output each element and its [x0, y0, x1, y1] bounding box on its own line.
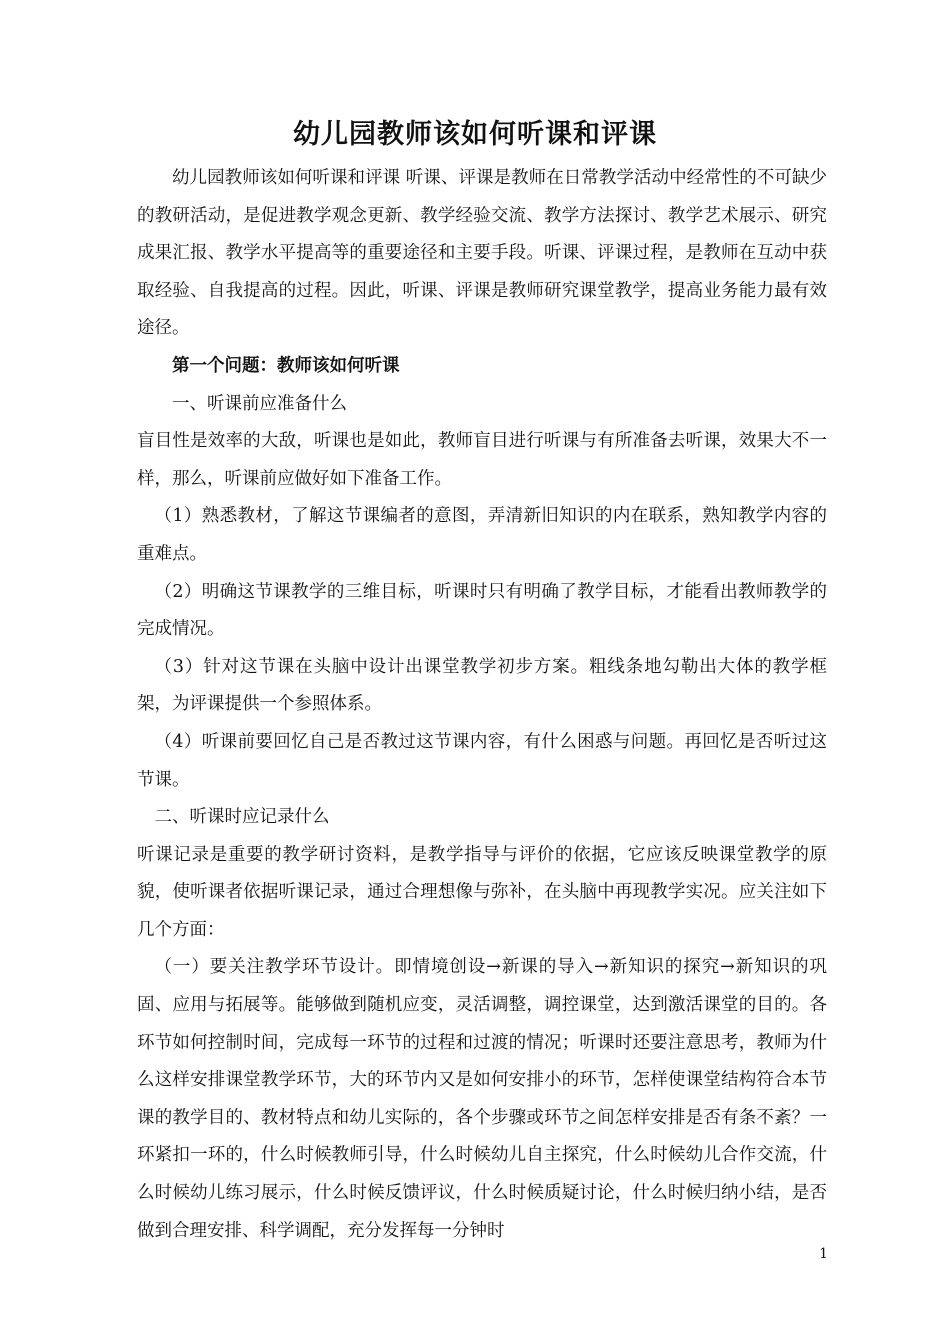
paragraph: （4）听课前要回忆自己是否教过这节课内容，有什么困惑与问题。再回忆是否听过这节课。 — [137, 731, 827, 790]
paragraph: 一、听课前应准备什么 — [172, 393, 347, 414]
paragraph: （一）要关注教学环节设计。即情境创设→新课的导入→新知识的探究→新知识的巩固、应用与拓展等。能够做到随机应变，灵活调整，调控课堂，达到激活课堂的目的。各环节如何控制时间，完成每一环节的过程和过渡的情况；听课时还要注意思考，教师为什么这样安排课堂教学环节，大的环节内又是如何安排小的环节，怎样使课堂结构符合本节课的教学目的、教材特点和幼儿实际的，各个步骤或环节之间怎样安排是否有条不紊？一环紧扣一环的，什么时候教师引导，什么时候幼儿自主探究，什么时候幼儿合作交流，什么时候幼儿练习展示，什么时候反馈评议，什么时候质疑讨论，什么时候归纳小结，是否做到合理安排、科学调配，充分发挥每一分钟时 — [137, 957, 827, 1241]
document-body — [137, 160, 827, 1250]
paragraph: （3）针对这节课在头脑中设计出课堂教学初步方案。粗线条地勾勒出大体的教学框架，为评课提供一个参照体系。 — [137, 656, 827, 715]
paragraph: （1）熟悉教材，了解这节课编者的意图，弄清新旧知识的内在联系，熟知教学内容的重难点。 — [137, 506, 827, 564]
paragraph: 盲目性是效率的大敌，听课也是如此，教师盲目进行听课与有所准备去听课，效果大不一样，那么，听课前应做好如下准备工作。 — [137, 431, 827, 489]
page-title: 幼儿园教师该如何听课和评课 — [293, 119, 657, 150]
paragraph: （2）明确这节课教学的三维目标，听课时只有明确了教学目标，才能看出教师教学的完成情况。 — [137, 581, 827, 640]
paragraph: 听课记录是重要的教学研讨资料，是教学指导与评价的依据，它应该反映课堂教学的原貌，使听课者依据听课记录，通过合理想像与弥补，在头脑中再现教学实况。应关注如下几个方面： — [137, 844, 827, 940]
paragraph: 幼儿园教师该如何听课和评课 听课、评课是教师在日常教学活动中经常性的不可缺少的教研活动，是促进教学观念更新、教学经验交流、教学方法探讨、教学艺术展示、研究成果汇报、教学水平提高等的重要途径和主要手段。听课、评课过程，是教师在互动中获取经验、自我提高的过程。因此，听课、评课是教师研究课堂教学，提高业务能力最有效途径。 — [137, 168, 827, 339]
paragraph: 第一个问题：教师该如何听课 — [172, 355, 400, 376]
paragraph: 二、听课时应记录什么 — [154, 807, 330, 828]
page-number: 1 — [819, 1246, 828, 1262]
